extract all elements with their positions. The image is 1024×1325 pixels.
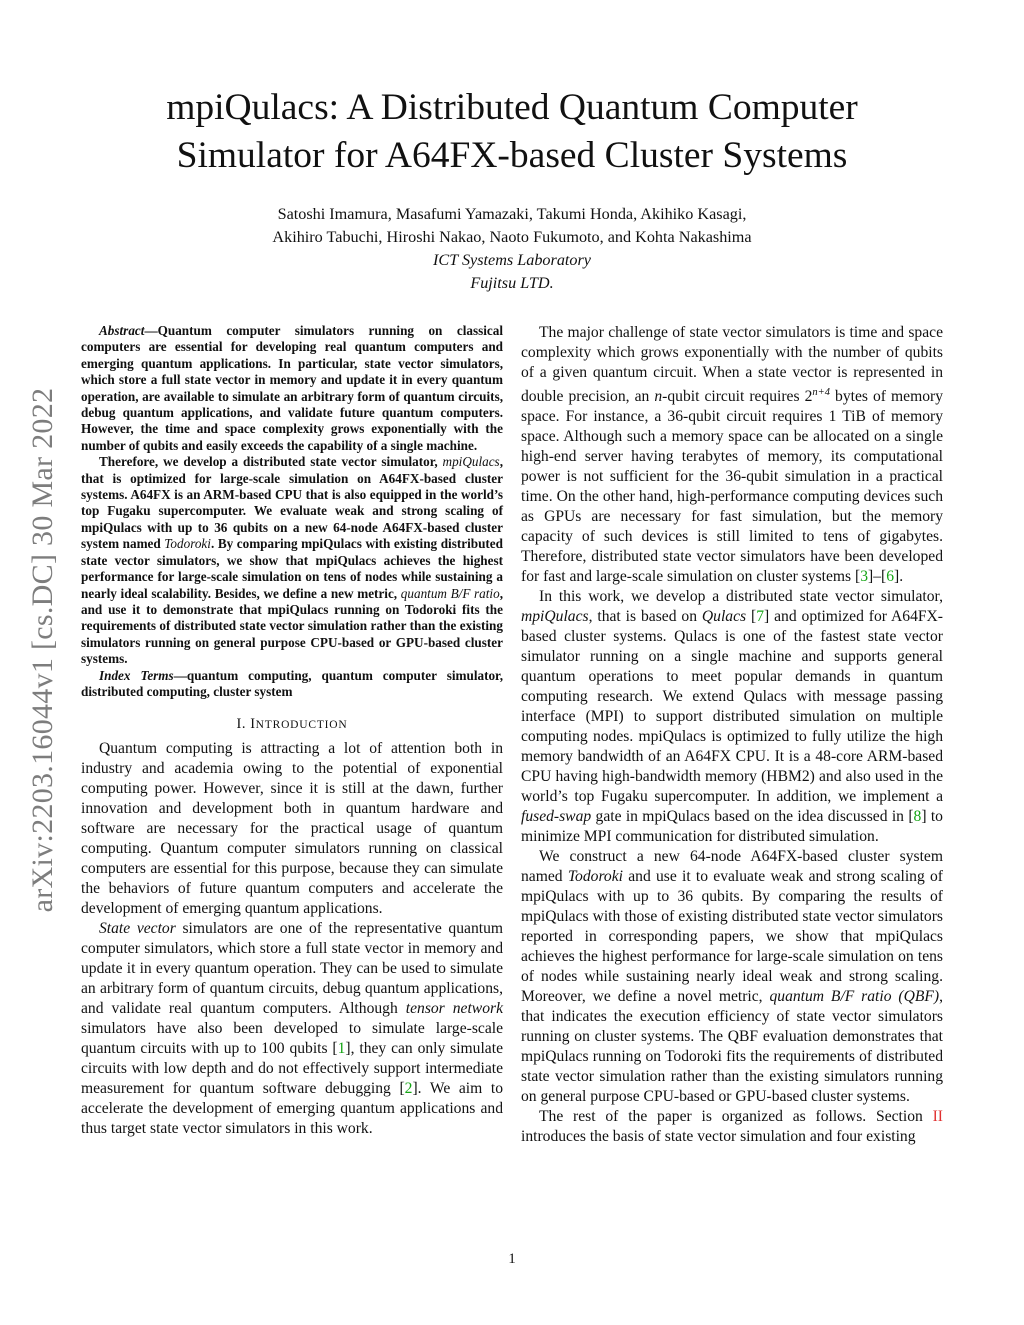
affiliation-company: Fujitsu LTD. bbox=[470, 274, 554, 292]
intro-paragraph-1: Quantum computing is attracting a lot of attention both in industry and academia owing to the potential of exponential computing power. However, since it is still at the dawn, further innovation and development both in quantum hardware and software are necessary for the practical usage of quantum computing. Quantum computer simulators running on classical computers are essential for this purpose, because they can simulate the behaviors of future quantum computers and accelerate the development of emerging quantum applications. bbox=[81, 740, 503, 918]
page-number: 1 bbox=[508, 1251, 516, 1267]
arxiv-stamp: arXiv:2203.16044v1 [cs.DC] 30 Mar 2022 bbox=[26, 387, 59, 913]
citation-link[interactable]: 1 bbox=[337, 1040, 346, 1058]
author-block bbox=[0, 203, 1024, 295]
left-column bbox=[81, 323, 503, 1139]
title-line-2: Simulator for A64FX-based Cluster Systems bbox=[176, 135, 848, 176]
index-terms-label: Index Terms bbox=[99, 667, 174, 683]
index-terms: Index Terms—quantum computing, quantum computer simulator, distributed computing, cluster system bbox=[81, 667, 503, 699]
citation-link[interactable]: 2 bbox=[404, 1080, 413, 1098]
right-paragraph-2: In this work, we develop a distributed state vector simulator, mpiQulacs, that is based on Qulacs [7] and optimized for A64FX-based cluster systems. Qulacs is one of the fastest state vector simulator running on a single machine and supports general quantum operations to meet popular demands in quantum computing research. We extend Qulacs with message passing interface (MPI) to support distributed simulation on multiple computing nodes. mpiQulacs is optimized to fully utilize the high memory bandwidth of an A64FX CPU. It is a 48-core ARM-based CPU having high-bandwidth memory (HBM2) and also used in the world’s top Fugaku supercomputer. In addition, we implement a fused-swap gate in mpiQulacs based on the idea discussed in [8] to minimize MPI communication for distributed simulation. bbox=[521, 588, 944, 846]
affiliation-lab: ICT Systems Laboratory bbox=[433, 251, 591, 269]
citation-link[interactable]: 6 bbox=[886, 568, 894, 586]
abstract-label: Abstract bbox=[99, 323, 145, 338]
authors-line-1: Satoshi Imamura, Masafumi Yamazaki, Takumi Honda, Akihiko Kasagi, bbox=[277, 205, 747, 223]
intro-paragraph-2: State vector simulators are one of the representative quantum computer simulators, which store a full state vector in memory and update it in every quantum operation. They can be used to simulate an arbitrary form of quantum circuits, debug quantum applications, and validate real quantum computers. Although tensor network simulators have also been developed to simulate large-scale quantum circuits with up to 100 qubits [1], they can only simulate circuits with low depth and do not effectively support intermediate measurement for quantum software debugging [2]. We aim to accelerate the development of emerging quantum applications and thus target state vector simulators in this work. bbox=[81, 920, 504, 1138]
right-paragraph-1: The major challenge of state vector simulators is time and space complexity which grows exponentially with the number of qubits of a given quantum circuit. When a state vector is represented in double precision, an n-qubit circuit requires $2^{n+4}$ bytes of memory space. For instance, a 36-qubit circuit requires 1 TiB of memory space. Although such a memory space can be allocated on a single high-end server having terabytes of memory, its computational power is not sufficient for the 36-qubit simulation in a practical time. On the other hand, high-performance computing devices such as GPUs are necessary for fast simulation, but the memory capacity of such devices is still limited to tens of gigabytes. Therefore, distributed state vector simulators have been developed for fast and large-scale simulation on cluster systems [3]–[6]. bbox=[521, 324, 943, 586]
citation-link[interactable]: 8 bbox=[913, 808, 922, 826]
right-paragraph-3: We construct a new 64-node A64FX-based cluster system named Todoroki and use it to evaluate weak and strong scaling of mpiQulacs with up to 36 qubits. By comparing the results of mpiQulacs with those of existing distributed state vector simulators reported in corresponding papers, we show that mpiQulacs achieves the highest performance for large-scale simulation on tens of nodes while sustaining nearly ideal weak and strong scaling. Moreover, we define a novel metric, quantum B/F ratio (QBF), that indicates the execution efficiency of state vector simulators running on cluster systems. The QBF evaluation demonstrates that mpiQulacs running on Todoroki fits the requirements of distributed state vector simulation rather than the existing simulators running on general purpose CPU-based or GPU-based cluster systems. bbox=[521, 848, 943, 1106]
abstract-paragraph-2: Therefore, we develop a distributed state vector simulator, mpiQulacs, that is optimized for large-scale simulation on A64FX-based cluster systems. A64FX is an ARM-based CPU that is also equipped in the world’s top Fugaku supercomputer. We evaluate weak and strong scaling of mpiQulacs with up to 36 qubits on a new 64-node A64FX-based cluster system named Todoroki. By comparing mpiQulacs with existing distributed state vector simulators, we show that mpiQulacs achieves the highest performance for large-scale simulation on tens of nodes while sustaining a nearly ideal scalability. Besides, we define a new metric, quantum B/F ratio, and use it to demonstrate that mpiQulacs running on Todoroki fits the requirements of distributed state vector simulation rather than the existing simulators running on general purpose CPU-based or GPU-based cluster systems. bbox=[81, 454, 503, 667]
section-link[interactable]: II bbox=[932, 1108, 943, 1126]
section-heading-introduction: I. INTRODUCTION bbox=[236, 716, 348, 733]
right-paragraph-4: The rest of the paper is organized as follows. Section II introduces the basis of state vector simulation and four existing bbox=[521, 1108, 943, 1146]
paper-title bbox=[0, 84, 1024, 180]
citation-link[interactable]: 7 bbox=[756, 608, 764, 626]
right-column bbox=[521, 323, 943, 1147]
title-line-1: mpiQulacs: A Distributed Quantum Computer bbox=[166, 87, 858, 128]
citation-link[interactable]: 3 bbox=[860, 568, 869, 586]
abstract-paragraph-1: Abstract—Quantum computer simulators running on classical computers are essential for developing real quantum computers and emerging quantum applications. In particular, state vector simulators, which store a full state vector in memory and update it in every quantum operation, are available to simulate an arbitrary form of quantum circuits, debug quantum applications, and validate future quantum computers. However, the time and space complexity grows exponentially with the number of qubits and easily exceeds the capability of a single machine. bbox=[81, 323, 503, 453]
authors-line-2: Akihiro Tabuchi, Hiroshi Nakao, Naoto Fukumoto, and Kohta Nakashima bbox=[272, 228, 752, 246]
